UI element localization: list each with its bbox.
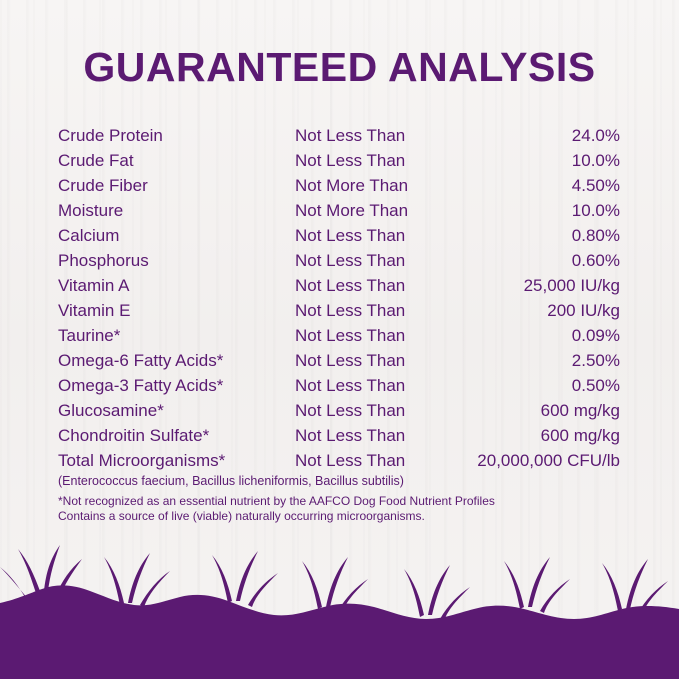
qualifier-label: Not Less Than — [295, 151, 406, 170]
microorganisms-note: (Enterococcus faecium, Bacillus licheniformis, Bacillus subtilis) — [58, 474, 404, 488]
qualifier-label: Not Less Than — [295, 401, 406, 420]
nutrient-label: Crude Fiber — [58, 176, 148, 195]
qualifier-label: Not More Than — [295, 201, 409, 220]
table-row — [58, 351, 620, 376]
value-label: 0.50% — [571, 376, 620, 395]
value-label: 2.50% — [571, 351, 620, 370]
nutrient-label: Omega-3 Fatty Acids* — [58, 376, 224, 395]
nutrient-label: Omega-6 Fatty Acids* — [58, 351, 224, 370]
table-row — [58, 401, 620, 426]
value-label: 0.09% — [571, 326, 620, 345]
table-row — [58, 276, 620, 301]
nutrient-label: Vitamin A — [58, 276, 130, 295]
table-row — [58, 301, 620, 326]
value-label: 4.50% — [571, 176, 620, 195]
nutrient-label: Phosphorus — [58, 251, 149, 270]
table-row — [58, 376, 620, 401]
table-row — [58, 201, 620, 226]
qualifier-label: Not Less Than — [295, 376, 406, 395]
nutrient-label: Vitamin E — [58, 301, 131, 320]
table-row — [58, 326, 620, 351]
grass-silhouette-decoration — [0, 519, 679, 679]
nutrient-label: Moisture — [58, 201, 124, 220]
table-row — [58, 126, 620, 151]
page-title: GUARANTEED ANALYSIS — [83, 44, 596, 90]
qualifier-label: Not Less Than — [295, 251, 406, 270]
value-label: 0.60% — [571, 251, 620, 270]
value-label: 200 IU/kg — [547, 301, 620, 320]
qualifier-label: Not Less Than — [295, 226, 406, 245]
qualifier-label: Not Less Than — [295, 326, 406, 345]
nutrient-label: Chondroitin Sulfate* — [58, 426, 210, 445]
qualifier-label: Not Less Than — [295, 126, 406, 145]
qualifier-label: Not Less Than — [295, 301, 406, 320]
qualifier-label: Not Less Than — [295, 276, 406, 295]
table-row — [58, 226, 620, 251]
table-row — [58, 451, 620, 476]
table-row — [58, 176, 620, 201]
value-label: 20,000,000 CFU/lb — [477, 451, 620, 470]
value-label: 600 mg/kg — [540, 426, 620, 445]
nutrient-label: Crude Protein — [58, 126, 163, 145]
nutrient-label: Calcium — [58, 226, 120, 245]
value-label: 24.0% — [571, 126, 620, 145]
footnote-aafco: *Not recognized as an essential nutrient by the AAFCO Dog Food Nutrient Profiles — [58, 494, 495, 508]
nutrient-label: Crude Fat — [58, 151, 134, 170]
nutrient-label: Total Microorganisms* — [58, 451, 226, 470]
qualifier-label: Not Less Than — [295, 351, 406, 370]
value-label: 10.0% — [571, 201, 620, 220]
footnote-microorganisms: Contains a source of live (viable) naturally occurring microorganisms. — [58, 509, 425, 523]
nutrient-label: Glucosamine* — [58, 401, 164, 420]
table-row — [58, 151, 620, 176]
value-label: 600 mg/kg — [540, 401, 620, 420]
nutrition-table — [58, 126, 620, 476]
value-label: 0.80% — [571, 226, 620, 245]
table-row — [58, 426, 620, 451]
nutrient-label: Taurine* — [58, 326, 121, 345]
value-label: 10.0% — [571, 151, 620, 170]
qualifier-label: Not Less Than — [295, 451, 406, 470]
qualifier-label: Not More Than — [295, 176, 409, 195]
table-row — [58, 251, 620, 276]
value-label: 25,000 IU/kg — [523, 276, 620, 295]
qualifier-label: Not Less Than — [295, 426, 406, 445]
